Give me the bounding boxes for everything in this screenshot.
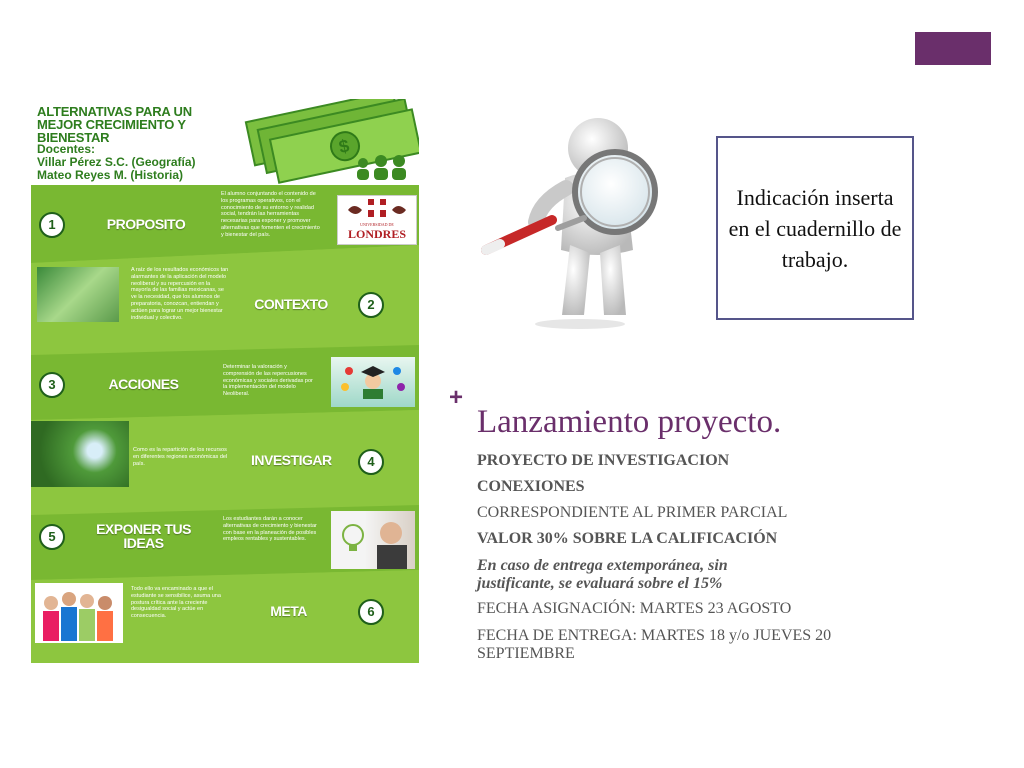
corner-accent-bar (915, 32, 991, 65)
infographic-title: ALTERNATIVAS PARA UN MEJOR CRECIMIENTO Y BIENESTAR (37, 104, 192, 145)
section-number-4: 4 (358, 449, 384, 475)
students-group-icon (35, 583, 123, 643)
infographic-image (31, 99, 419, 663)
money-bills-illustration (231, 99, 419, 185)
section-label-exponer-tus-ideas: EXPONER TUS IDEAS (96, 521, 191, 551)
infographic-header (31, 99, 419, 189)
section-text-exponer: Los estudiantes darán a conocer alternativas de crecimiento y bienestar con base en la planeación de posibles empleos rentables y sustentables. (223, 516, 317, 543)
section-label-contexto: CONTEXTO (254, 296, 328, 312)
section-number-2: 2 (358, 292, 384, 318)
delivery-date-line-1: FECHA DE ENTREGA: MARTES 18 y/o JUEVES 20 (477, 627, 832, 644)
late-delivery-line-2: justificante, se evaluará sobre el 15% (477, 575, 723, 592)
delivery-date-line-2: SEPTIEMBRE (477, 645, 575, 662)
project-type-line: PROYECTO DE INVESTIGACION (477, 452, 730, 469)
section-text-meta: Todo ello va encaminado a que el estudiante se sensibilice, asuma una postura crítica ante la creciente desigualdad social y actúe en consecuencia. (131, 586, 221, 620)
section-number-1: 1 (39, 212, 65, 238)
instruction-note-text: Indicación inserta en el cuadernillo de trabajo. (728, 184, 902, 272)
assignment-date-line: FECHA ASIGNACIÓN: MARTES 23 AGOSTO (477, 600, 792, 617)
graduate-illustration (331, 357, 415, 407)
partial-line: CORRESPONDIENTE AL PRIMER PARCIAL (477, 504, 788, 521)
student-lightbulb-photo (331, 511, 415, 569)
logo-caption-bottom: LONDRES (347, 227, 406, 241)
docente-2: Mateo Reyes M. (Historia) (37, 168, 184, 182)
student-reading-photo (37, 267, 119, 322)
section-label-proposito: PROPOSITO (106, 216, 186, 232)
lightbulb-icon (331, 511, 415, 569)
section-text-acciones: Determinar la valoración y comprensión de las repercusiones económicas y sociales derivadas por la implementación del modelo Neoliberal. (223, 364, 313, 398)
section-text-contexto: A raíz de los resultados económicos tan alarmantes de la aplicación del modelo neoliberal y su repercusión en la mayoría de las familias mexicanas, se ve la necesidad, que los alumnos de preparatoria, conozcan, entiendan y actúen para lograr un mejor bienestar individual y colectivo. (131, 267, 229, 321)
section-label-acciones: ACCIONES (108, 376, 179, 392)
grade-value-line: VALOR 30% SOBRE LA CALIFICACIÓN (477, 530, 778, 547)
globe-on-moss-photo (31, 421, 129, 487)
section-number-6: 6 (358, 599, 384, 625)
docente-1: Villar Pérez S.C. (Geografía) (37, 155, 196, 169)
students-group-photo (35, 583, 123, 643)
docentes-label: Docentes: (37, 142, 96, 156)
plus-bullet-icon: + (449, 384, 464, 411)
section-text-investigar: Como es la repartición de los recursos en diferentes regiones económicas del país. (133, 447, 228, 467)
graduate-icon (331, 357, 415, 407)
university-logo (337, 195, 417, 245)
project-name-line: CONEXIONES (477, 478, 585, 495)
section-label-investigar: INVESTIGAR (251, 452, 332, 468)
svg-text:$: $ (337, 135, 352, 158)
section-number-5: 5 (39, 524, 65, 550)
section-label-meta: META (270, 603, 307, 619)
magnifying-glass-figure-illustration (480, 110, 670, 330)
instruction-note-box (716, 136, 914, 320)
slide-title: Lanzamiento proyecto. (477, 404, 782, 440)
section-number-3: 3 (39, 372, 65, 398)
late-delivery-line-1: En caso de entrega extemporánea, sin (477, 557, 728, 574)
logo-caption-top: UNIVERSIDAD DE (360, 222, 394, 227)
infographic-docentes (37, 143, 237, 182)
section-text-proposito: El alumno conjuntando el contenido de los programas operativos, con el conocimiento de su entorno y realidad social, tendrán las herramientas necesarias para exponer y promover alternativas que fomenten el crecimiento y bienestar del país. (221, 191, 320, 238)
